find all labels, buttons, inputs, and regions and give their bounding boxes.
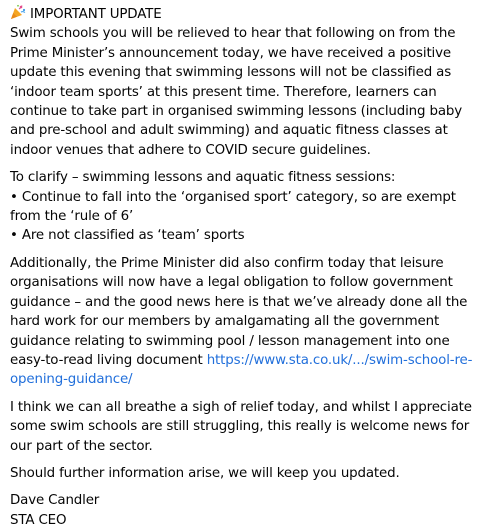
signature-title: STA CEO [10, 512, 67, 528]
post-paragraph-intro: Swim schools you will be relieved to hear that following on from the Prime Minister’s announcement today, we have received a positive update this evening that swimming lessons will not be classified as ‘indoor team sports’ at this present time. Therefore, learners can continue to take part in organised swimming lessons (including baby and pre-school and adult swimming) and aquatic fitness classes at indoor venues that adhere to COVID secure guidelines. [10, 26, 463, 158]
post-clarify-block [10, 168, 483, 246]
post-paragraph-updates: Should further information arise, we will keep you updated. [10, 465, 400, 481]
paragraph-additionally-text: Additionally, the Prime Minister did also confirm today that leisure organisations will now have a legal obligation to follow government guidance – and the good news here is that we’ve already done all the hard work for our members by amalgamating all the government guidance relating to swimming pool / lesson management into one easy-to-read living document [10, 255, 468, 368]
signature-name: Dave Candler [10, 493, 100, 509]
bullet-item-2: • Are not classified as ‘team’ sports [10, 228, 245, 244]
post-paragraph-relief: I think we can all breathe a sigh of relief today, and whilst I appreciate some swim schools are still struggling, this really is welcome news for our part of the sector. [10, 399, 472, 454]
party-popper-icon [10, 4, 26, 20]
post-signature [10, 491, 483, 530]
post-heading: IMPORTANT UPDATE [30, 7, 162, 22]
bullet-item-1: • Continue to fall into the ‘organised sport’ category, so are exempt from the ‘rule of 6’ [10, 189, 456, 225]
clarify-intro: To clarify – swimming lessons and aquatic fitness sessions: [10, 170, 396, 186]
post-heading-line [10, 4, 483, 24]
guidance-link[interactable]: https://www.sta.co.uk/.../swim-school-re-opening-guidance/ [10, 352, 473, 388]
post-paragraph-additionally [10, 254, 483, 390]
